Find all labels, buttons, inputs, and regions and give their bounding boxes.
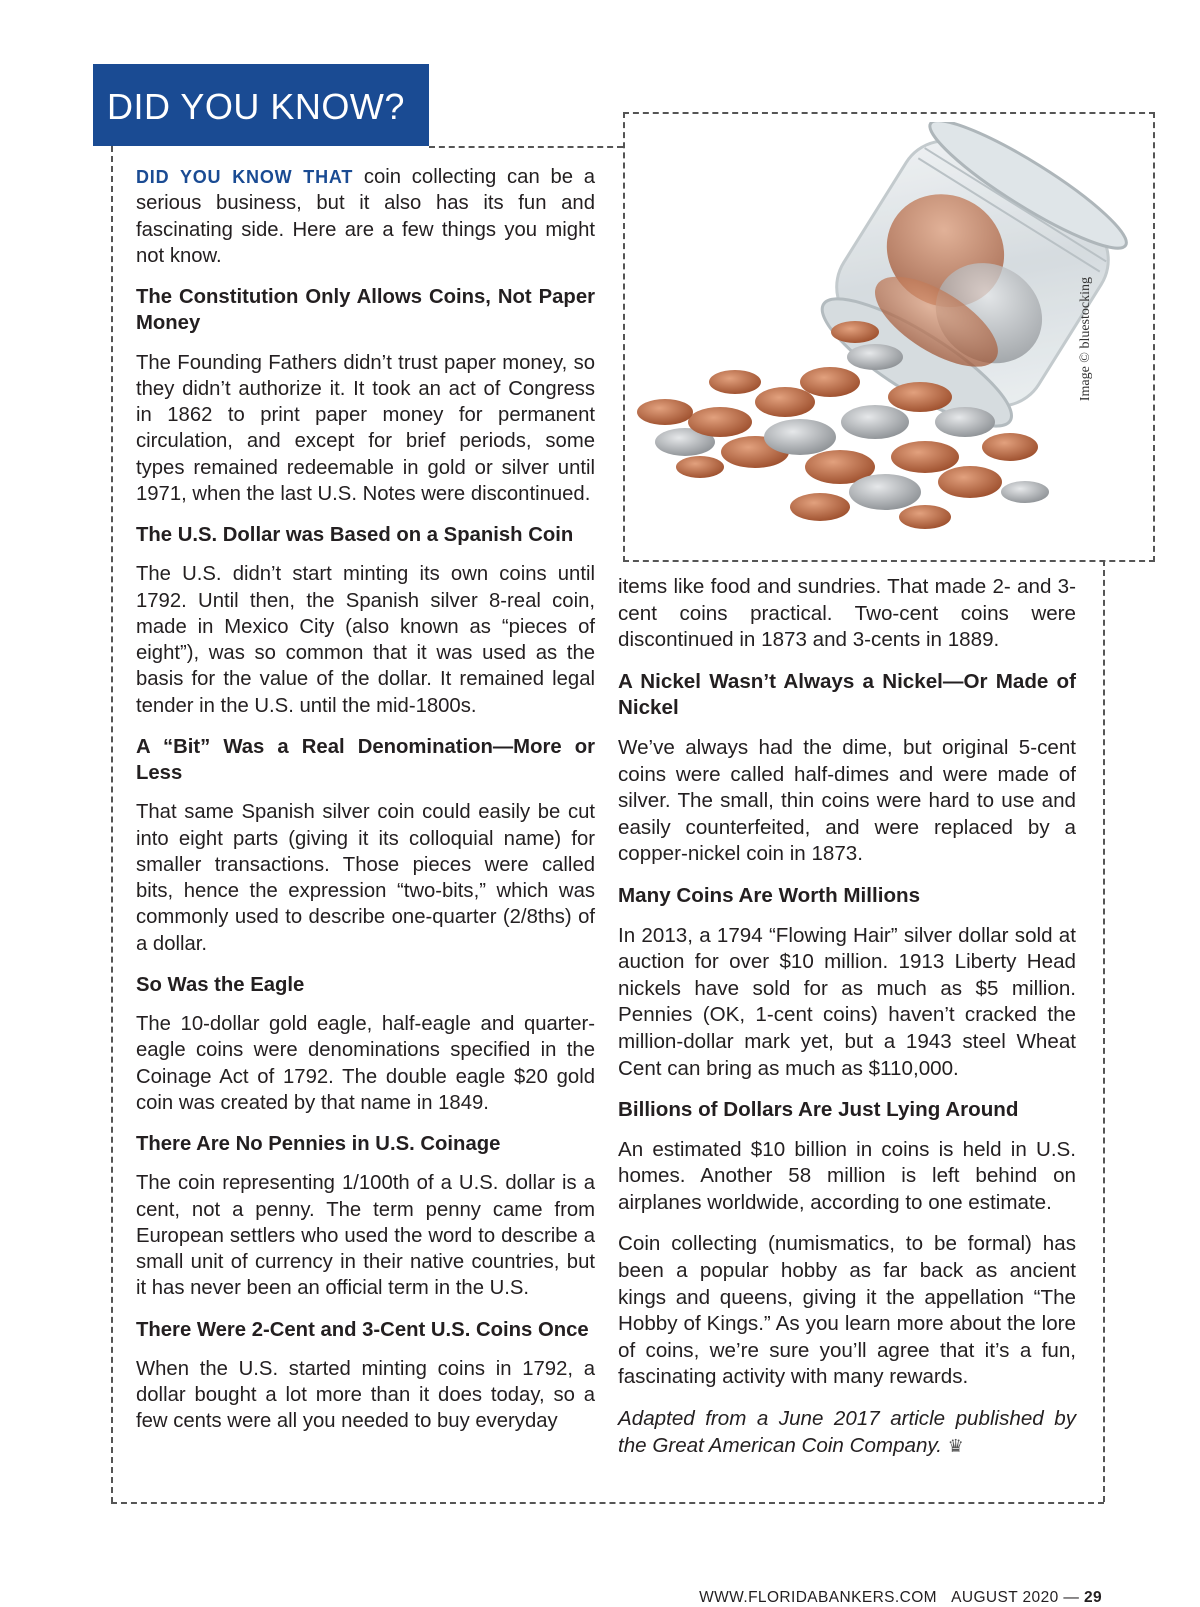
article-frame-left <box>111 146 113 1503</box>
coin-jar-photo <box>625 122 1141 540</box>
continued-paragraph: items like food and sundries. That made 2- and 3-cent coins practical. Two-cent coins were discontinued in 1873 and 3-cents in 1889. <box>618 575 1076 652</box>
section-heading: So Was the Eagle <box>136 973 305 996</box>
section-heading: The Constitution Only Allows Coins, Not Paper Money <box>136 286 595 335</box>
section-heading: There Were 2-Cent and 3-Cent U.S. Coins Once <box>136 1318 589 1341</box>
banner-title: DID YOU KNOW? <box>107 86 405 127</box>
section-body: That same Spanish silver coin could easily be cut into eight parts (giving it its colloquial name) for smaller transactions. Those pieces were called bits, hence the expression “two-bits,” which was commonly used to describe one-quarter (2/8ths) of a dollar. <box>136 801 595 955</box>
section-heading: A “Bit” Was a Real Denomination—More or Less <box>136 735 595 784</box>
footer-website: WWW.FLORIDABANKERS.COM <box>699 1589 937 1606</box>
intro-lead: DID YOU KNOW THAT <box>136 167 354 187</box>
section-body: In 2013, a 1794 “Flowing Hair” silver dollar sold at auction for over $10 million. 1913 Liberty Head nickels have sold for as much as $5 million. Pennies (OK, 1-cent coins) haven’t cracked the million-dollar mark yet, but a 1943 steel Wheat Cent can bring as much as $110,000. <box>618 923 1076 1080</box>
section-banner <box>93 64 429 146</box>
section-body: The U.S. didn’t start minting its own coins until 1792. Until then, the Spanish silver 8-real coin, made in Mexico City (also known as “pieces of eight”), was so common that it was used as the basis for the value of the dollar. It remained legal tender in the U.S. until the mid-1800s. <box>136 563 595 717</box>
right-column <box>618 574 1076 1474</box>
section-heading: Many Coins Are Worth Millions <box>618 883 921 907</box>
section-body: When the U.S. started minting coins in 1792, a dollar bought a lot more than it does today, so a few cents were all you needed to buy everyday <box>136 1357 595 1433</box>
article-frame-top <box>429 146 623 148</box>
crown-icon: ♛ <box>947 1435 964 1456</box>
section-body: The Founding Fathers didn’t trust paper money, so they didn’t authorize it. It took an act of Congress in 1862 to print paper money for permanent circulation, and except for brief periods, some types remained redeemable in gold or silver until 1971, when the last U.S. Notes were discontinued. <box>136 351 595 505</box>
intro-text: coin collecting can be a serious business, but it also has its fun and fascinating side. Here are a few things you might not know. <box>136 166 595 267</box>
section-heading: The U.S. Dollar was Based on a Spanish Coin <box>136 524 574 546</box>
page-number: 29 <box>1083 1589 1102 1606</box>
article-frame-bottom <box>111 1502 1104 1504</box>
page-footer <box>699 1589 1102 1607</box>
section-heading: There Are No Pennies in U.S. Coinage <box>136 1133 501 1155</box>
intro-paragraph <box>136 164 595 269</box>
section-body: The coin representing 1/100th of a U.S. dollar is a cent, not a penny. The term penny came from European settlers who used the word to describe a small unit of currency in their native countries, but it has never been an official term in the U.S. <box>136 1172 595 1300</box>
article-frame-right <box>1103 560 1105 1502</box>
closing-paragraph: Coin collecting (numismatics, to be formal) has been a popular hobby as far back as ancient kings and queens, giving it the appellation “The Hobby of Kings.” As you learn more about the lore of coins, we’re sure you’ll agree that it’s a fun, fascinating activity with many rewards. <box>618 1232 1076 1389</box>
photo-credit: Image © bluestocking <box>1077 277 1093 402</box>
section-heading: A Nickel Wasn’t Always a Nickel—Or Made of Nickel <box>618 669 1076 720</box>
left-column <box>136 164 595 1450</box>
attribution-text: Adapted from a June 2017 article published by the Great American Coin Company. <box>618 1407 1076 1457</box>
section-heading: Billions of Dollars Are Just Lying Around <box>618 1098 1019 1122</box>
section-body: We’ve always had the dime, but original 5-cent coins were called half-dimes and were made of silver. The small, thin coins were hard to use and easily counterfeited, and were replaced by a copper-nickel coin in 1873. <box>618 735 1076 866</box>
attribution <box>618 1406 1076 1459</box>
footer-issue: AUGUST 2020 — <box>951 1589 1080 1606</box>
section-body: The 10-dollar gold eagle, half-eagle and quarter-eagle coins were denominations specified in the Coinage Act of 1792. The double eagle $20 gold coin was created by that name in 1849. <box>136 1013 595 1114</box>
section-body: An estimated $10 billion in coins is held in U.S. homes. Another 58 million is left behind on airplanes worldwide, according to one estimate. <box>618 1137 1076 1214</box>
